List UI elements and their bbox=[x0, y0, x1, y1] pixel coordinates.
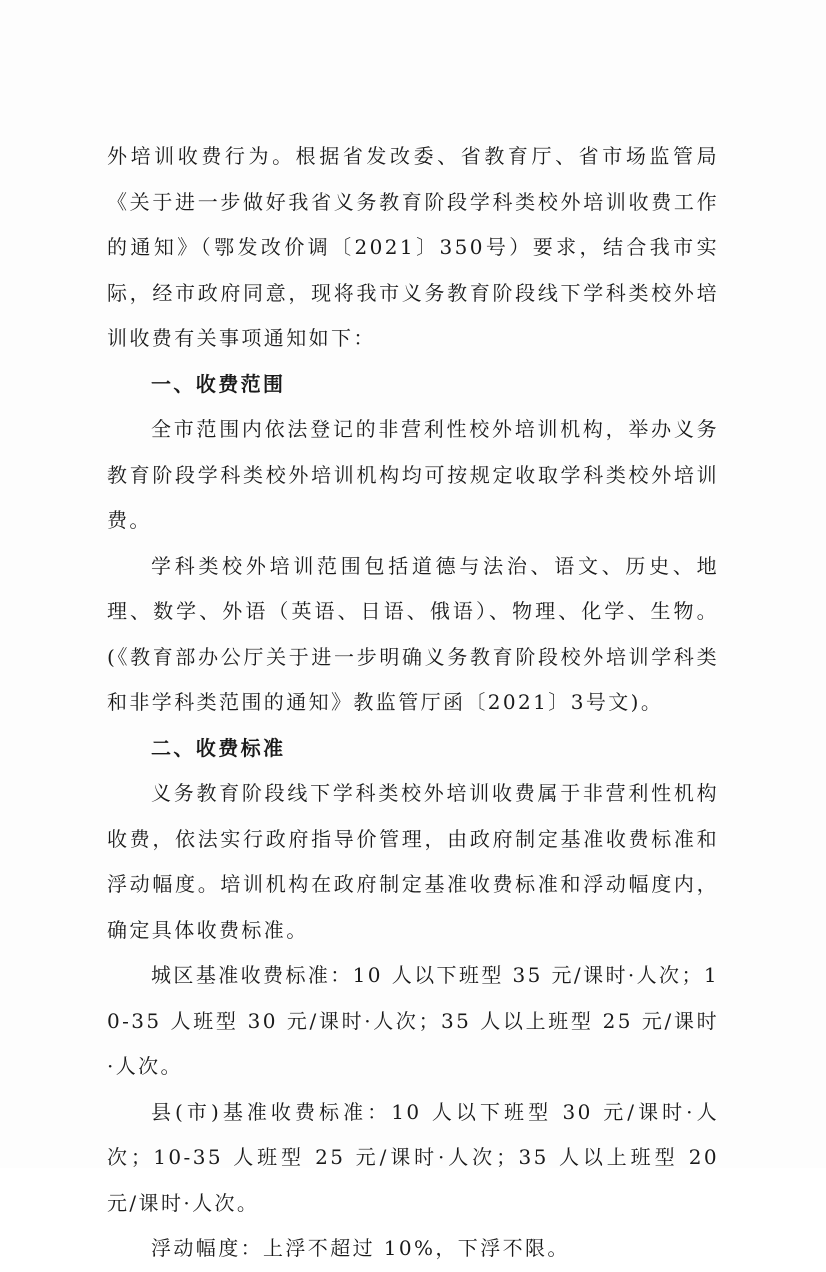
paragraph-fee-scope: 全市范围内依法登记的非营利性校外培训机构，举办义务教育阶段学科类校外培训机构均可按规定收取学科类校外培训费。 bbox=[107, 417, 719, 532]
paragraph-float-range: 浮动幅度：上浮不超过 10%，下浮不限。 bbox=[151, 1236, 570, 1260]
document-body bbox=[107, 134, 719, 1272]
paragraph-county-standard: 县(市)基准收费标准：10 人以下班型 30 元/课时·人次；10-35 人班型 25 元/课时·人次；35 人以上班型 20 元/课时·人次。 bbox=[107, 1099, 719, 1215]
paragraph-intro: 外培训收费行为。根据省发改委、省教育厅、省市场监管局《关于进一步做好我省义务教育阶段学科类校外培训收费工作的通知》（鄂发改价调〔2021〕350号）要求，结合我市实际，经市政府同意，现将我市义务教育阶段线下学科类校外培训收费有关事项通知如下： bbox=[107, 144, 719, 350]
section-heading-fee-standard: 二、收费标准 bbox=[151, 735, 286, 760]
paragraph-fee-standard: 义务教育阶段线下学科类校外培训收费属于非营利性机构收费，依法实行政府指导价管理，由政府制定基准收费标准和浮动幅度。培训机构在政府制定基准收费标准和浮动幅度内，确定具体收费标准。 bbox=[107, 781, 719, 942]
paragraph-subject-scope: 学科类校外培训范围包括道德与法治、语文、历史、地理、数学、外语（英语、日语、俄语）、物理、化学、生物。(《教育部办公厅关于进一步明确义务教育阶段校外培训学科类和非学科类范围的通知》教监管厅函〔2021〕3号文)。 bbox=[107, 553, 719, 714]
section-heading-fee-scope: 一、收费范围 bbox=[151, 371, 286, 396]
paragraph-urban-standard: 城区基准收费标准：10 人以下班型 35 元/课时·人次；10-35 人班型 30 元/课时·人次；35 人以上班型 25 元/课时·人次。 bbox=[107, 963, 719, 1078]
